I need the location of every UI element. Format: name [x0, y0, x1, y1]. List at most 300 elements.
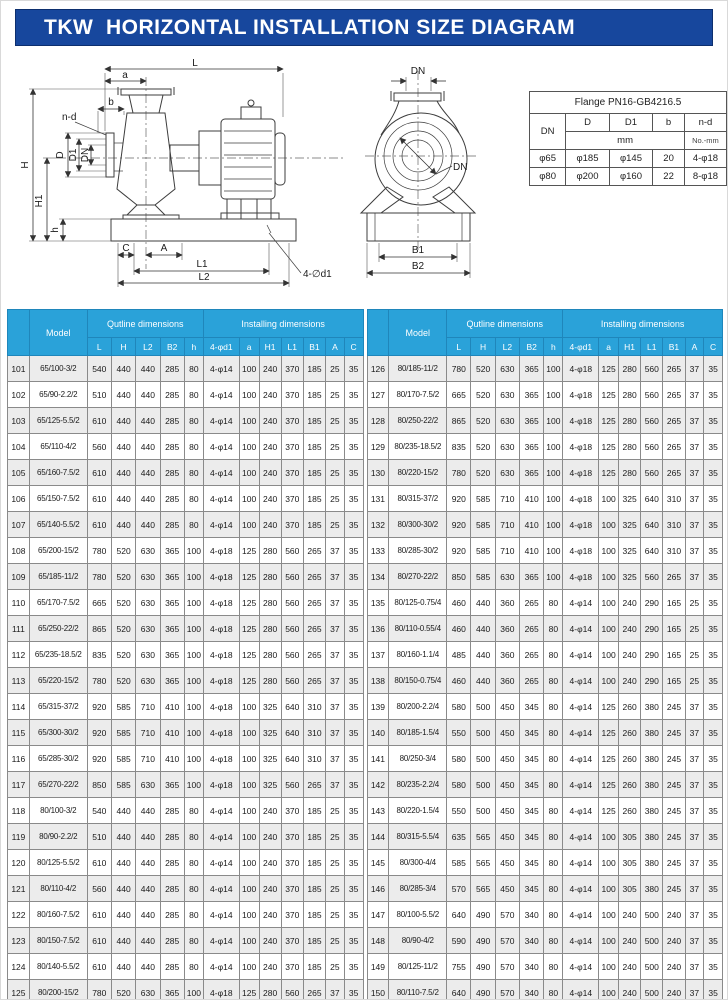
dim-value: 640 — [641, 486, 663, 512]
dim-label-L1: L1 — [196, 259, 208, 270]
col-header-L2: L2 — [136, 338, 160, 356]
dim-value: 410 — [520, 486, 544, 512]
dim-value: 290 — [641, 616, 663, 642]
dim-value: 37 — [685, 824, 704, 850]
dim-label-b: b — [108, 97, 114, 108]
dim-value: 4-φ18 — [563, 460, 599, 486]
dimension-table-right — [367, 309, 724, 1000]
dim-value: 345 — [520, 850, 544, 876]
dim-value: 25 — [685, 642, 704, 668]
table-row — [8, 746, 364, 772]
dim-value: 460 — [447, 668, 471, 694]
dim-value: 100 — [184, 694, 203, 720]
dim-value: 265 — [520, 642, 544, 668]
dim-value: 100 — [239, 720, 259, 746]
dim-value: 37 — [685, 876, 704, 902]
row-index: 131 — [367, 486, 389, 512]
dim-value: 80 — [544, 642, 563, 668]
dim-value: 240 — [259, 460, 281, 486]
dim-value: 500 — [471, 694, 495, 720]
dim-value: 80 — [184, 512, 203, 538]
dim-value: 4-φ14 — [563, 902, 599, 928]
dim-value: 520 — [111, 642, 135, 668]
dim-value: 440 — [111, 382, 135, 408]
dim-value: 4-φ14 — [563, 876, 599, 902]
dimension-tables — [7, 309, 723, 1000]
dim-value: 585 — [111, 746, 135, 772]
table-row — [367, 460, 723, 486]
dim-value: 100 — [544, 408, 563, 434]
outline-group-header: Qutline dimensions — [447, 310, 563, 338]
dim-value: 125 — [599, 720, 619, 746]
dim-value: 37 — [326, 642, 345, 668]
col-header-b: b — [653, 114, 685, 132]
dim-value: 290 — [641, 642, 663, 668]
dim-value: 370 — [281, 928, 303, 954]
dim-value: 185 — [303, 382, 325, 408]
dim-value: 485 — [447, 642, 471, 668]
dim-value: 37 — [685, 486, 704, 512]
dim-value: 245 — [663, 746, 685, 772]
dim-value: 4-φ14 — [563, 668, 599, 694]
table-row — [367, 928, 723, 954]
dim-value: 240 — [259, 954, 281, 980]
dim-value: 100 — [599, 616, 619, 642]
dim-value: 25 — [326, 460, 345, 486]
dim-value: 4-φ14 — [563, 850, 599, 876]
table-row — [8, 512, 364, 538]
dim-value: 35 — [704, 928, 723, 954]
dim-value: 285 — [160, 512, 184, 538]
dim-value: 440 — [471, 616, 495, 642]
dim-value: 35 — [344, 798, 363, 824]
dim-value: 710 — [495, 486, 519, 512]
dim-value: 360 — [495, 616, 519, 642]
base-block — [367, 213, 470, 241]
dim-label-4-d1: 4-∅d1 — [303, 269, 332, 280]
model-cell: 80/285-30/2 — [389, 538, 447, 564]
dim-value: 4-φ18 — [563, 564, 599, 590]
dim-value: 370 — [281, 876, 303, 902]
dim-value: 37 — [685, 564, 704, 590]
dim-value: 260 — [619, 772, 641, 798]
dim-value: 450 — [495, 720, 519, 746]
dim-value: 920 — [447, 538, 471, 564]
dim-label-H: H — [20, 161, 31, 169]
dim-value: 450 — [495, 824, 519, 850]
dim-value: 80 — [544, 772, 563, 798]
dim-value: 80 — [544, 902, 563, 928]
dim-value: 265 — [303, 590, 325, 616]
dim-value: 100 — [239, 928, 259, 954]
dim-value: 520 — [111, 668, 135, 694]
model-cell: 65/285-30/2 — [29, 746, 87, 772]
dim-value: 345 — [520, 694, 544, 720]
dim-value: 4-φ18 — [563, 538, 599, 564]
dim-value: 4-φ14 — [563, 642, 599, 668]
dim-value: 550 — [447, 798, 471, 824]
dim-value: 370 — [281, 512, 303, 538]
dim-value: 4-φ14 — [563, 616, 599, 642]
dim-value: 4-φ14 — [563, 954, 599, 980]
row-index: 130 — [367, 460, 389, 486]
dim-value: 35 — [344, 902, 363, 928]
dim-value: 265 — [663, 434, 685, 460]
dim-value: 240 — [619, 902, 641, 928]
dim-value: 35 — [344, 590, 363, 616]
dim-value: 440 — [136, 382, 160, 408]
dim-value: 565 — [471, 850, 495, 876]
row-index: 118 — [8, 798, 30, 824]
left-leg — [361, 187, 403, 213]
dim-value: 365 — [520, 408, 544, 434]
row-index: 105 — [8, 460, 30, 486]
dim-value: 37 — [326, 772, 345, 798]
dim-value: 265 — [303, 980, 325, 1000]
dim-value: 4-φ14 — [563, 980, 599, 1000]
dim-value: 80 — [184, 408, 203, 434]
dim-value: 440 — [471, 590, 495, 616]
model-cell: 65/140-5.5/2 — [29, 512, 87, 538]
dim-value: 240 — [259, 434, 281, 460]
table-row — [8, 694, 364, 720]
dim-value: 37 — [326, 720, 345, 746]
dim-value: 4-φ14 — [563, 798, 599, 824]
unit-mm: mm — [566, 132, 685, 150]
dim-value: 100 — [184, 590, 203, 616]
dim-value: 560 — [641, 434, 663, 460]
dim-label-C: C — [122, 243, 130, 254]
dim-value: 240 — [259, 876, 281, 902]
dim-value: 710 — [136, 746, 160, 772]
row-index: 115 — [8, 720, 30, 746]
table-row — [367, 902, 723, 928]
dim-value: 25 — [326, 356, 345, 382]
dim-value: 410 — [160, 694, 184, 720]
dim-value: 100 — [239, 798, 259, 824]
dim-value: 125 — [239, 616, 259, 642]
table-row — [367, 694, 723, 720]
dim-value: 920 — [447, 486, 471, 512]
dim-value: 310 — [303, 694, 325, 720]
dim-value: 185 — [303, 486, 325, 512]
dim-value: 4-φ18 — [563, 356, 599, 382]
dim-value: 265 — [303, 668, 325, 694]
dim-value: 540 — [87, 798, 111, 824]
row-index: 148 — [367, 928, 389, 954]
dim-value: 165 — [663, 668, 685, 694]
dim-value: 560 — [281, 772, 303, 798]
col-header-L1: L1 — [641, 338, 663, 356]
flange-value: 20 — [653, 150, 685, 168]
dim-value: 510 — [87, 382, 111, 408]
dim-value: 37 — [685, 798, 704, 824]
dim-value: 240 — [259, 850, 281, 876]
dim-value: 380 — [641, 720, 663, 746]
table-body-right — [367, 356, 723, 1000]
dim-value: 920 — [87, 746, 111, 772]
model-cell: 65/250-22/2 — [29, 616, 87, 642]
dim-value: 245 — [663, 720, 685, 746]
col-header-H1: H1 — [619, 338, 641, 356]
dim-value: 380 — [641, 798, 663, 824]
dim-value: 80 — [184, 928, 203, 954]
dim-value: 585 — [471, 538, 495, 564]
dim-value: 835 — [87, 642, 111, 668]
row-index: 127 — [367, 382, 389, 408]
row-index: 129 — [367, 434, 389, 460]
dim-value: 25 — [685, 668, 704, 694]
table-row — [367, 408, 723, 434]
dim-value: 245 — [663, 694, 685, 720]
dim-value: 4-φ14 — [563, 720, 599, 746]
dim-value: 280 — [619, 460, 641, 486]
dim-value: 100 — [184, 772, 203, 798]
dim-value: 100 — [544, 382, 563, 408]
dim-value: 4-φ18 — [203, 564, 239, 590]
dim-value: 35 — [344, 356, 363, 382]
dim-value: 100 — [184, 980, 203, 1000]
model-cell: 65/150-7.5/2 — [29, 486, 87, 512]
dim-value: 125 — [599, 408, 619, 434]
row-index: 143 — [367, 798, 389, 824]
dim-value: 380 — [641, 876, 663, 902]
dim-value: 35 — [344, 824, 363, 850]
model-header: Model — [29, 310, 87, 356]
model-cell: 80/90-4/2 — [389, 928, 447, 954]
dim-value: 640 — [281, 694, 303, 720]
dim-value: 35 — [344, 486, 363, 512]
dim-value: 4-φ14 — [203, 928, 239, 954]
motor-terminal-box — [241, 107, 261, 119]
dim-value: 37 — [326, 746, 345, 772]
dim-value: 630 — [495, 460, 519, 486]
dim-value: 310 — [303, 746, 325, 772]
dim-value: 285 — [160, 928, 184, 954]
dim-value: 285 — [160, 876, 184, 902]
dim-value: 345 — [520, 772, 544, 798]
dim-value: 100 — [239, 850, 259, 876]
dim-value: 440 — [136, 486, 160, 512]
model-cell: 80/185-11/2 — [389, 356, 447, 382]
model-cell: 80/315-5.5/4 — [389, 824, 447, 850]
dim-value: 560 — [281, 538, 303, 564]
dim-value: 440 — [136, 902, 160, 928]
dim-value: 4-φ18 — [563, 512, 599, 538]
dim-value: 340 — [520, 928, 544, 954]
dim-value: 280 — [619, 356, 641, 382]
dim-value: 340 — [520, 902, 544, 928]
dim-value: 325 — [259, 694, 281, 720]
dim-value: 100 — [239, 356, 259, 382]
dim-value: 35 — [344, 980, 363, 1000]
row-index: 121 — [8, 876, 30, 902]
dim-value: 370 — [281, 408, 303, 434]
dim-value: 100 — [599, 642, 619, 668]
dim-value: 585 — [471, 564, 495, 590]
dim-value: 560 — [281, 642, 303, 668]
dim-value: 37 — [685, 538, 704, 564]
dim-value: 125 — [239, 668, 259, 694]
dim-value: 440 — [111, 798, 135, 824]
col-header-H: H — [111, 338, 135, 356]
dim-value: 365 — [520, 356, 544, 382]
dim-value: 185 — [303, 954, 325, 980]
discharge-flange — [106, 133, 114, 177]
dim-value: 240 — [663, 980, 685, 1000]
col-header-4-φd1: 4-φd1 — [203, 338, 239, 356]
dim-value: 630 — [136, 564, 160, 590]
model-cell: 80/170-7.5/2 — [389, 382, 447, 408]
dim-value: 585 — [111, 694, 135, 720]
dim-value: 100 — [239, 382, 259, 408]
dim-value: 440 — [136, 928, 160, 954]
dim-value: 240 — [619, 590, 641, 616]
unit-no-mm: No.-mm — [684, 132, 726, 150]
dim-value: 440 — [111, 408, 135, 434]
dim-value: 25 — [326, 408, 345, 434]
dim-value: 370 — [281, 954, 303, 980]
dim-value: 260 — [619, 746, 641, 772]
dim-value: 25 — [326, 486, 345, 512]
col-header-4-φd1: 4-φd1 — [563, 338, 599, 356]
dim-value: 80 — [544, 798, 563, 824]
dim-value: 285 — [160, 486, 184, 512]
dim-value: 365 — [160, 616, 184, 642]
row-index: 149 — [367, 954, 389, 980]
dim-value: 285 — [160, 954, 184, 980]
dim-value: 100 — [599, 538, 619, 564]
dim-value: 570 — [495, 902, 519, 928]
dim-value: 560 — [281, 668, 303, 694]
dim-value: 80 — [544, 746, 563, 772]
dim-value: 440 — [136, 876, 160, 902]
dim-value: 305 — [619, 824, 641, 850]
dim-value: 125 — [599, 460, 619, 486]
dim-value: 4-φ18 — [203, 694, 239, 720]
dim-value: 570 — [447, 876, 471, 902]
row-index: 134 — [367, 564, 389, 590]
dim-value: 285 — [160, 434, 184, 460]
dim-value: 370 — [281, 382, 303, 408]
dim-value: 35 — [344, 772, 363, 798]
dim-value: 240 — [259, 902, 281, 928]
dim-value: 245 — [663, 876, 685, 902]
dim-value: 370 — [281, 434, 303, 460]
row-index: 101 — [8, 356, 30, 382]
dim-value: 285 — [160, 902, 184, 928]
col-header-a: a — [599, 338, 619, 356]
dim-value: 640 — [281, 746, 303, 772]
dim-value: 35 — [704, 408, 723, 434]
dim-value: 520 — [471, 382, 495, 408]
row-index: 108 — [8, 538, 30, 564]
dim-value: 25 — [326, 382, 345, 408]
dim-value: 4-φ14 — [563, 746, 599, 772]
dim-value: 370 — [281, 902, 303, 928]
dim-value: 80 — [184, 876, 203, 902]
row-index: 136 — [367, 616, 389, 642]
dim-value: 35 — [704, 694, 723, 720]
dim-value: 365 — [160, 564, 184, 590]
table-row — [8, 564, 364, 590]
dim-value: 35 — [704, 512, 723, 538]
flange-table-body — [530, 150, 727, 186]
dim-value: 100 — [544, 434, 563, 460]
col-header-A: A — [685, 338, 704, 356]
table-row — [8, 616, 364, 642]
dim-value: 4-φ18 — [563, 486, 599, 512]
dim-value: 100 — [599, 668, 619, 694]
dim-value: 585 — [111, 772, 135, 798]
dim-value: 35 — [344, 746, 363, 772]
model-cell: 65/300-30/2 — [29, 720, 87, 746]
flange-row — [530, 168, 727, 186]
dim-value: 310 — [303, 720, 325, 746]
model-cell: 80/160-7.5/2 — [29, 902, 87, 928]
dim-value: 80 — [544, 720, 563, 746]
dim-value: 280 — [259, 564, 281, 590]
dim-value: 490 — [471, 980, 495, 1000]
dim-value: 100 — [184, 642, 203, 668]
dim-value: 4-φ18 — [203, 772, 239, 798]
dim-value: 4-φ14 — [203, 460, 239, 486]
dim-value: 4-φ18 — [203, 590, 239, 616]
dim-value: 4-φ14 — [203, 798, 239, 824]
dim-value: 565 — [471, 824, 495, 850]
dim-value: 570 — [495, 980, 519, 1000]
flange-table-title: Flange PN16-GB4216.5 — [530, 92, 727, 114]
row-index: 138 — [367, 668, 389, 694]
page-title: TKW HORIZONTAL INSTALLATION SIZE DIAGRAM — [44, 15, 576, 39]
dim-value: 35 — [704, 980, 723, 1000]
dim-value: 560 — [87, 434, 111, 460]
dim-value: 755 — [447, 954, 471, 980]
dim-value: 710 — [136, 694, 160, 720]
dim-value: 80 — [184, 954, 203, 980]
dim-value: 370 — [281, 460, 303, 486]
flange-value: φ145 — [609, 150, 653, 168]
dim-value: 440 — [111, 356, 135, 382]
row-index: 111 — [8, 616, 30, 642]
dim-value: 780 — [87, 668, 111, 694]
dim-value: 560 — [281, 616, 303, 642]
dim-value: 4-φ14 — [203, 850, 239, 876]
dim-value: 80 — [184, 486, 203, 512]
dim-value: 370 — [281, 798, 303, 824]
dim-value: 80 — [184, 356, 203, 382]
dim-value: 100 — [544, 564, 563, 590]
table-row — [8, 382, 364, 408]
row-index: 141 — [367, 746, 389, 772]
table-row — [8, 434, 364, 460]
dim-value: 25 — [326, 876, 345, 902]
dim-value: 4-φ14 — [563, 772, 599, 798]
dim-value: 550 — [447, 720, 471, 746]
dim-value: 920 — [447, 512, 471, 538]
dim-value: 240 — [619, 668, 641, 694]
dim-value: 280 — [619, 408, 641, 434]
installing-group-header: Installing dimensions — [563, 310, 723, 338]
dim-value: 125 — [239, 538, 259, 564]
dim-value: 610 — [87, 902, 111, 928]
dim-label-D1: D1 — [68, 148, 79, 162]
dim-value: 440 — [136, 408, 160, 434]
row-index: 102 — [8, 382, 30, 408]
col-header-B1: B1 — [303, 338, 325, 356]
dim-value: 25 — [326, 824, 345, 850]
dim-value: 635 — [447, 824, 471, 850]
